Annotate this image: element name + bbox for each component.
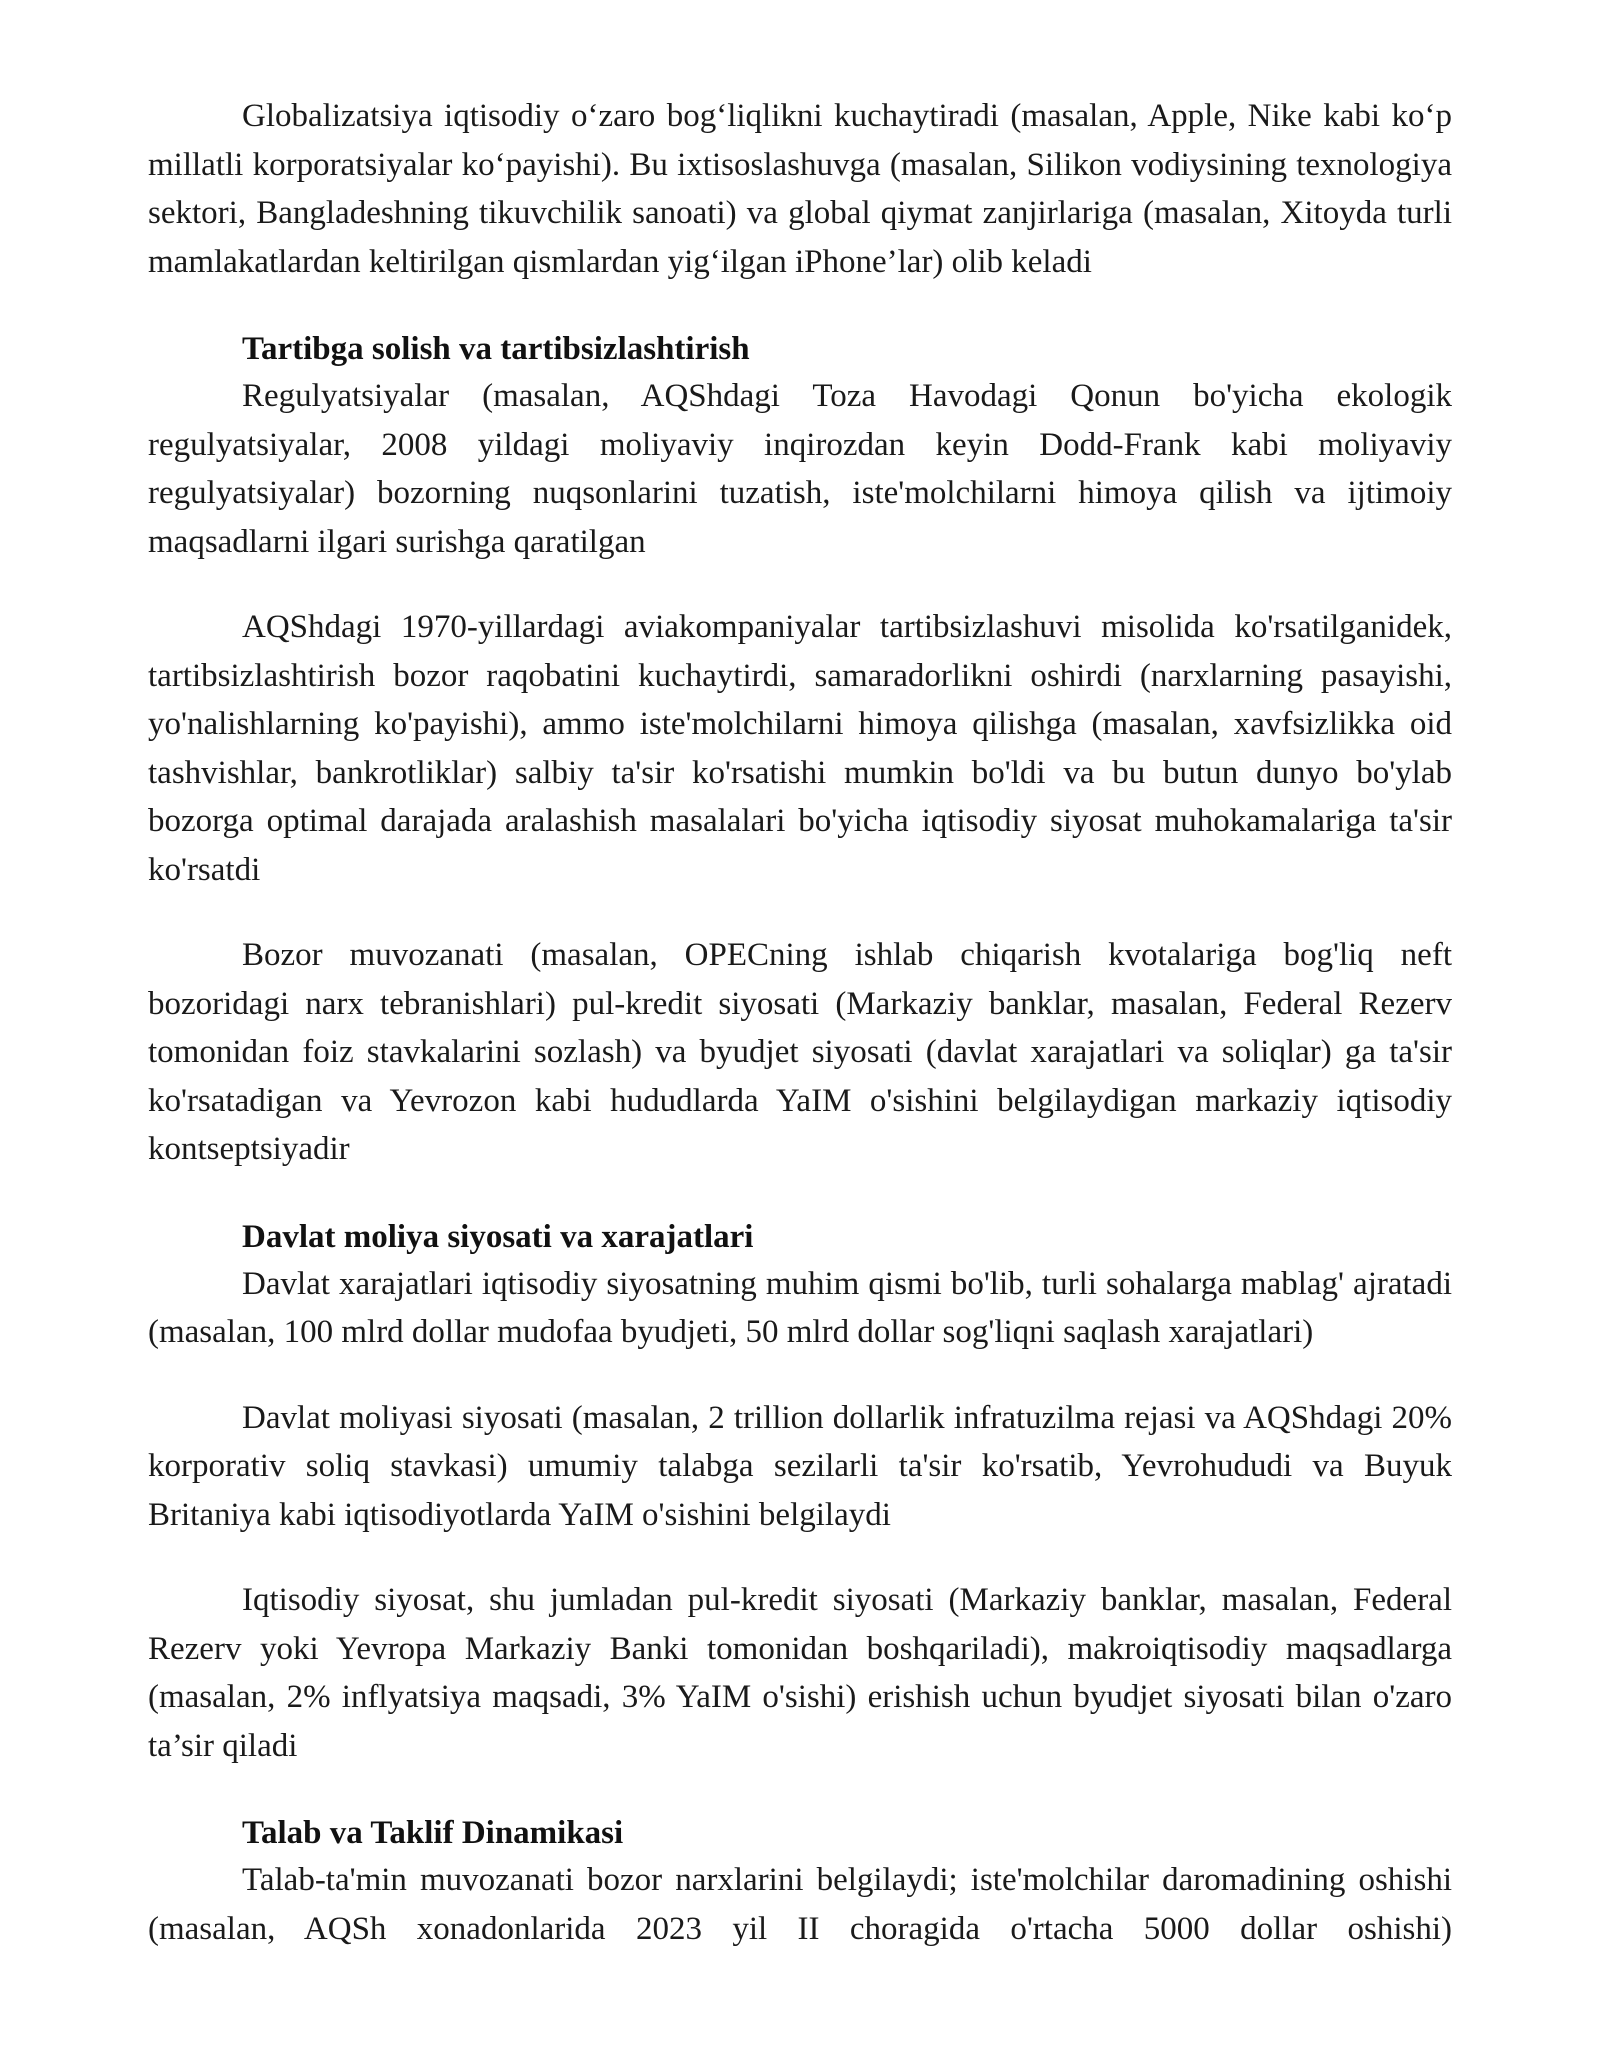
paragraph-fiscal-policy: Davlat moliyasi siyosati (masalan, 2 trillion dollarlik infratuzilma rejasi va AQShdagi 20% korporativ soliq stavkasi) umumiy talabga sezilarli ta'sir ko'rsatib, Yevrohududi va Buyuk Britaniya kabi iqtisodiyotlarda YaIM o'sishini belgilaydi bbox=[148, 1399, 1452, 1533]
paragraph-government-spending: Davlat xarajatlari iqtisodiy siyosatning muhim qismi bo'lib, turli sohalarga mablag' ajratadi (masalan, 100 mlrd dollar mudofaa byudjeti, 50 mlrd dollar sog'liqni saqlash xarajatlari) bbox=[148, 1265, 1452, 1350]
paragraph-spacer bbox=[148, 1357, 1452, 1394]
paragraph-spacer bbox=[148, 566, 1452, 603]
paragraph-economic-policy: Iqtisodiy siyosat, shu jumladan pul-kredit siyosati (Markaziy banklar, masalan, Federal Rezerv yoki Yevropa Markaziy Banki tomonidan boshqariladi), makroiqtisodiy maqsadlarga (masalan, 2% inflyatsiya maqsadi, 3% YaIM o'sishi) erishish uchun byudjet siyosati bilan o'zaro ta’sir qiladi bbox=[148, 1582, 1452, 1764]
document-page bbox=[148, 92, 1452, 1953]
paragraph-deregulation: AQShdagi 1970-yillardagi aviakompaniyalar tartibsizlashuvi misolida ko'rsatilganidek, tartibsizlashtirish bozor raqobatini kuchaytirdi, samaradorlikni oshirdi (narxlarning pasayishi, yo'nalishlarning ko'payishi), ammo iste'molchilarni himoya qilishga (masalan, xavfsizlikka oid tashvishlar, bankrotliklar) salbiy ta'sir ko'rsatishi mumkin bo'ldi va bu butun dunyo bo'ylab bozorga optimal darajada aralashish masalalari bo'yicha iqtisodiy siyosat muhokamalariga ta'sir ko'rsatdi bbox=[148, 609, 1452, 888]
paragraph-spacer bbox=[148, 1770, 1452, 1810]
paragraph-supply-demand: Talab-ta'min muvozanati bozor narxlarini belgilaydi; iste'molchilar daromadining oshishi (masalan, AQSh xonadonlarida 2023 yil II choragida o'rtacha 5000 dollar oshishi) bbox=[148, 1862, 1452, 1947]
section-heading-fiscal-policy: Davlat moliya siyosati va xarajatlari bbox=[242, 1218, 754, 1255]
paragraph-market-equilibrium: Bozor muvozanati (masalan, OPECning ishlab chiqarish kvotalariga bog'liq neft bozoridagi narx tebranishlari) pul-kredit siyosati (Markaziy banklar, masalan, Federal Rezerv tomonidan foiz stavkalarini sozlash) va byudjet siyosati (davlat xarajatlari va soliqlar) ga ta'sir ko'rsatadigan va Yevrozon kabi hududlarda YaIM o'sishini belgilaydigan markaziy iqtisodiy kontseptsiyadir bbox=[148, 937, 1452, 1167]
section-heading-regulation: Tartibga solish va tartibsizlashtirish bbox=[242, 331, 750, 367]
paragraph-spacer bbox=[148, 1174, 1452, 1214]
paragraph-spacer bbox=[148, 894, 1452, 931]
paragraph-spacer bbox=[148, 286, 1452, 326]
paragraph-spacer bbox=[148, 1539, 1452, 1576]
paragraph-globalization: Globalizatsiya iqtisodiy o‘zaro bog‘liqlikni kuchaytiradi (masalan, Apple, Nike kabi ko‘p millatli korporatsiyalar ko‘payishi). Bu ixtisoslashuvga (masalan, Silikon vodiysining texnologiya sektori, Bangladeshning tikuvchilik sanoati) va global qiymat zanjirlariga (masalan, Xitoyda turli mamlakatlardan keltirilgan qismlardan yig‘ilgan iPhone’lar) olib keladi bbox=[148, 98, 1452, 280]
paragraph-regulations: Regulyatsiyalar (masalan, AQShdagi Toza Havodagi Qonun bo'yicha ekologik regulyatsiyalar, 2008 yildagi moliyaviy inqirozdan keyin Dodd-Frank kabi moliyaviy regulyatsiyalar) bozorning nuqsonlarini tuzatish, iste'molchilarni himoya qilish va ijtimoiy maqsadlarni ilgari surishga qaratilgan bbox=[148, 378, 1452, 560]
section-heading-supply-demand: Talab va Taklif Dinamikasi bbox=[242, 1815, 624, 1851]
